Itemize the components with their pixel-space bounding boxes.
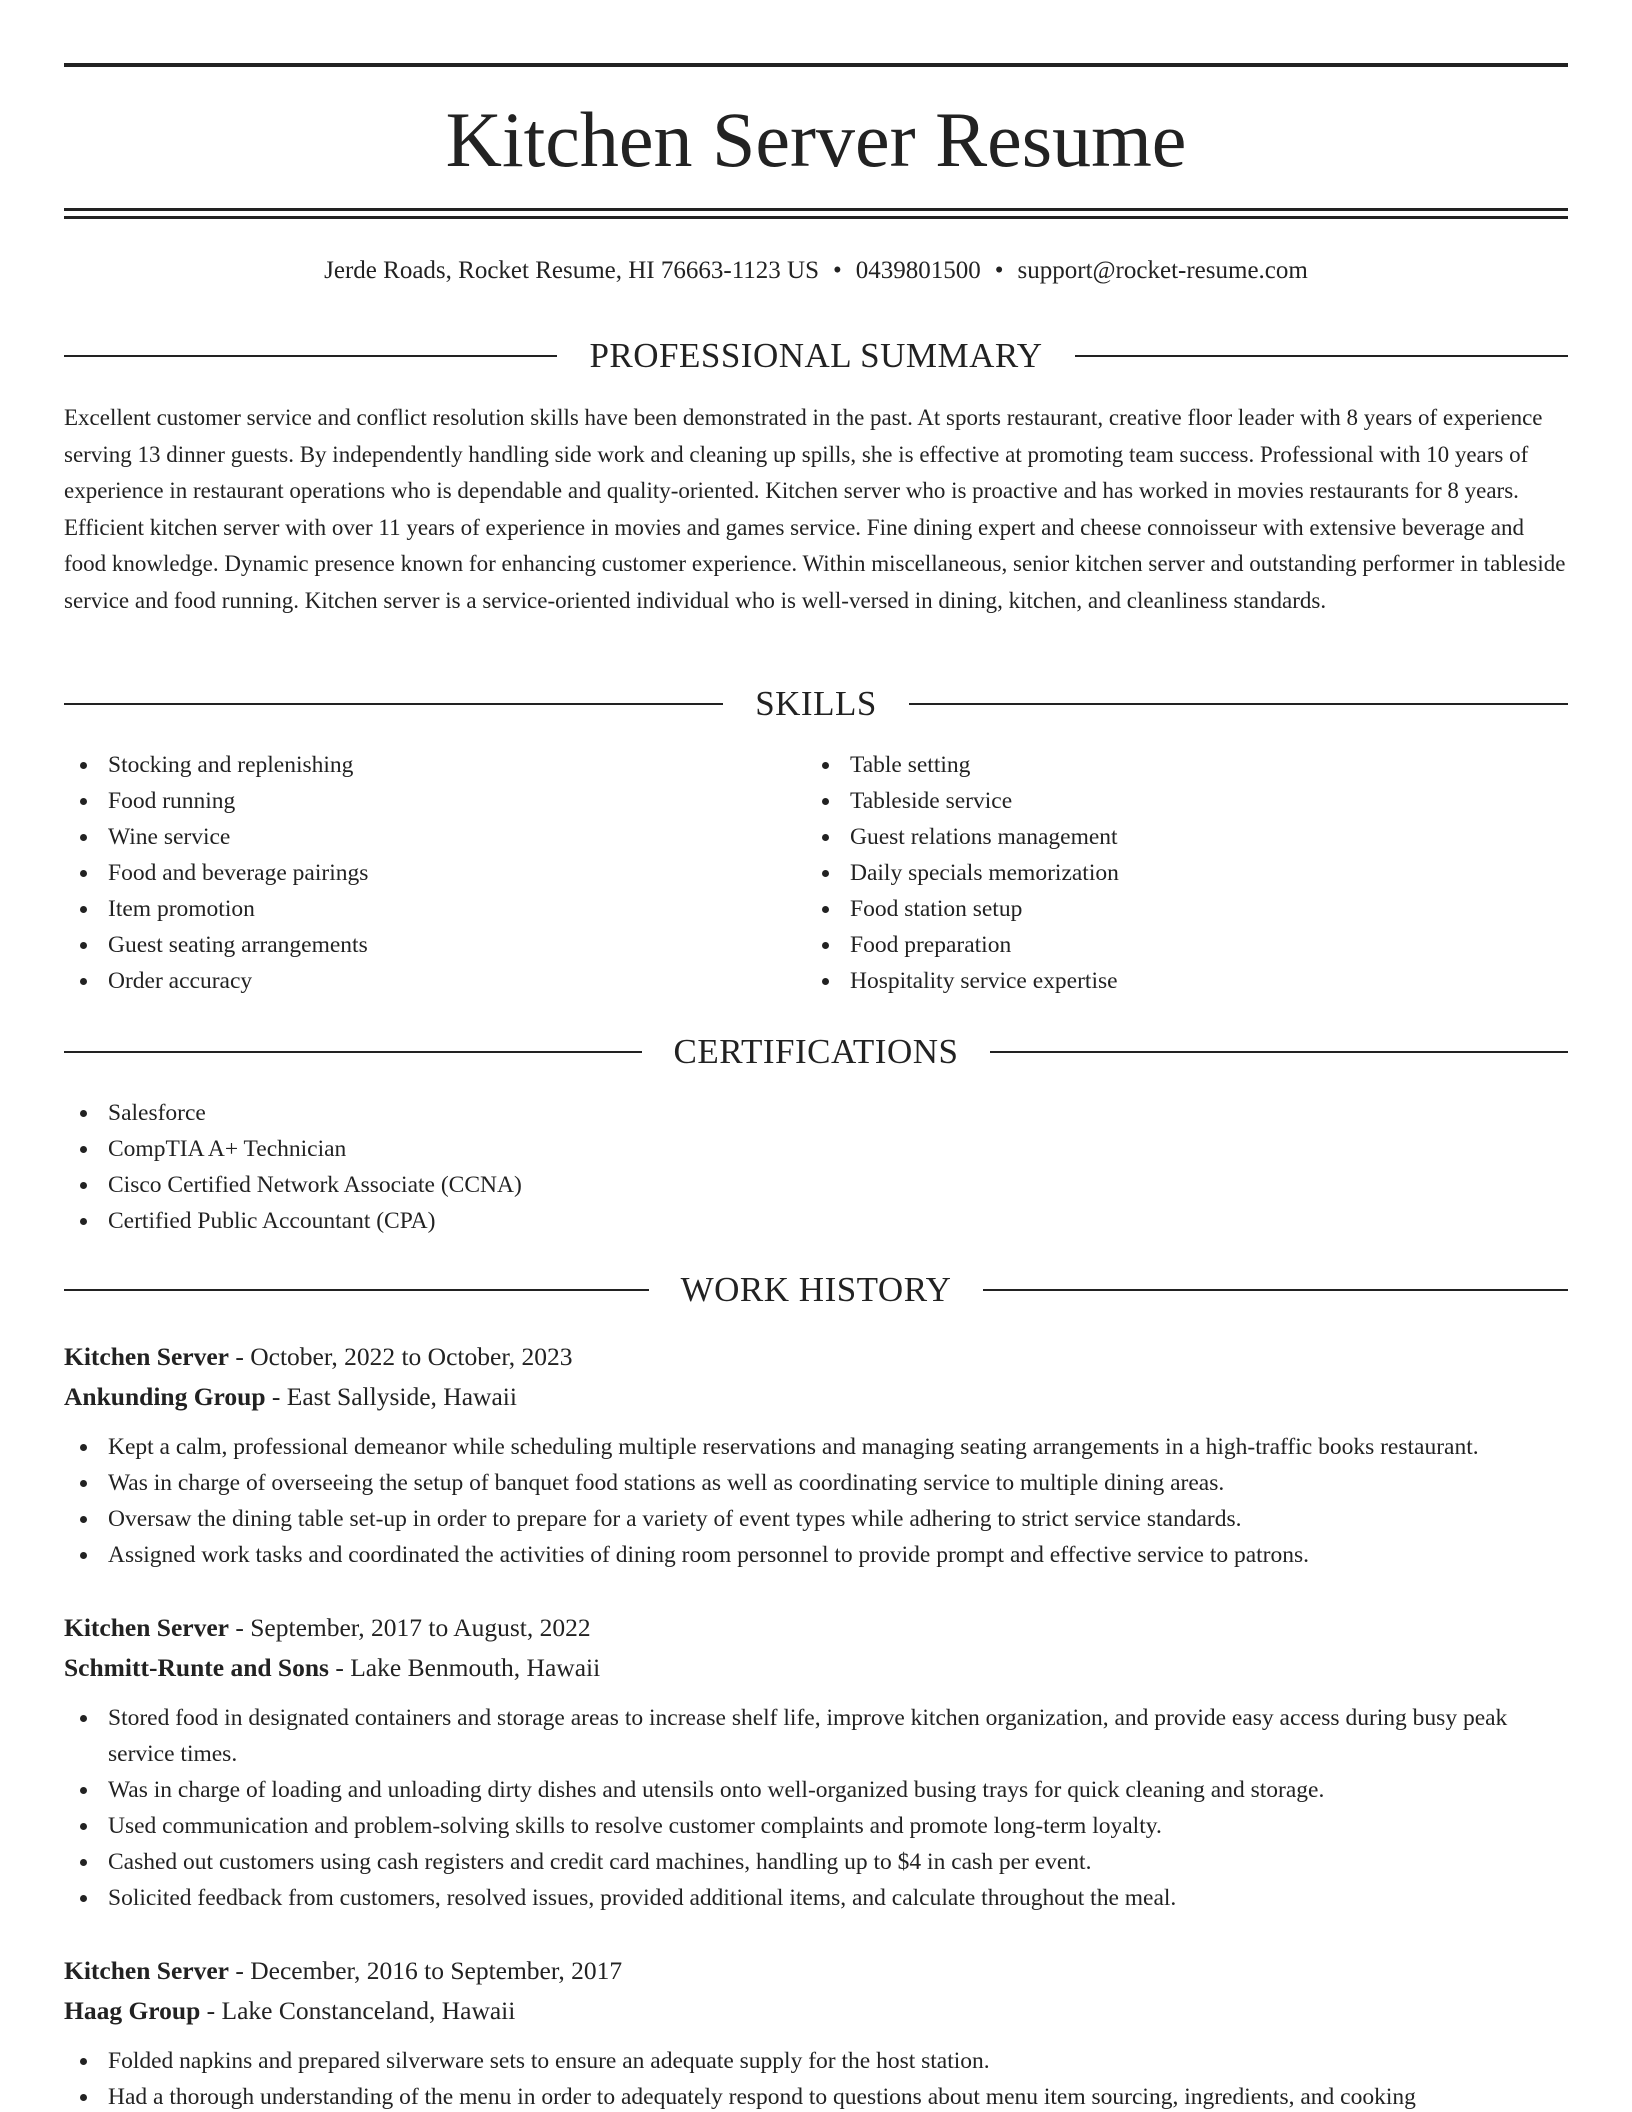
- contact-email: support@rocket-resume.com: [1017, 257, 1308, 284]
- list-item: Hospitality service expertise: [806, 963, 1566, 999]
- section-heading-work-history: [64, 1267, 1568, 1313]
- contact-line: [64, 254, 1568, 288]
- skills-list-right: [806, 747, 1566, 999]
- job-role: Kitchen Server: [64, 1342, 229, 1371]
- contact-phone: 0439801500: [855, 257, 981, 284]
- section-rule: [909, 703, 1568, 705]
- job-company-line: [64, 1648, 1568, 1688]
- page-title: Kitchen Server Resume: [445, 96, 1187, 183]
- list-item: Food preparation: [806, 927, 1566, 963]
- job-bullets: [64, 2043, 1568, 2112]
- job-entry: [64, 1951, 1568, 2112]
- job-role: Kitchen Server: [64, 1956, 229, 1985]
- section-title: CERTIFICATIONS: [673, 1032, 959, 1071]
- section-rule: [64, 703, 723, 705]
- section-rule: [990, 1051, 1568, 1053]
- contact-address: Jerde Roads, Rocket Resume, HI 76663-1123 US: [324, 257, 819, 284]
- job-location: - Lake Benmouth, Hawaii: [328, 1653, 601, 1682]
- job-title-line: [64, 1608, 1568, 1648]
- list-item: Certified Public Accountant (CPA): [64, 1203, 1064, 1239]
- job-bullet: Stored food in designated containers and storage areas to increase shelf life, improve kitchen organization, and provide easy access during busy peak service times.: [64, 1700, 1568, 1772]
- section-title: SKILLS: [755, 684, 877, 723]
- header-bottom-rule-2: [64, 216, 1568, 219]
- job-bullet: Was in charge of loading and unloading dirty dishes and utensils onto well-organized busing trays for quick cleaning and storage.: [64, 1772, 1568, 1808]
- job-title-line: [64, 1951, 1568, 1991]
- section-title: WORK HISTORY: [680, 1270, 952, 1309]
- job-bullet: Folded napkins and prepared silverware sets to ensure an adequate supply for the host station.: [64, 2043, 1568, 2079]
- list-item: Food running: [64, 783, 764, 819]
- job-title-line: [64, 1337, 1568, 1377]
- section-rule: [983, 1289, 1568, 1291]
- summary-text: Excellent customer service and conflict resolution skills have been demonstrated in the past. At sports restaurant, creative floor leader with 8 years of experience serving 13 dinner guests. By independently handling side work and cleaning up spills, she is effective at promoting team success. Professional with 10 years of experience in restaurant operations who is dependable and quality-oriented. Kitchen server who is proactive and has worked in movies restaurants for 8 years. Efficient kitchen server with over 11 years of experience in movies and games service. Fine dining expert and cheese connoisseur with extensive beverage and food knowledge. Dynamic presence known for enhancing customer experience. Within miscellaneous, senior kitchen server and outstanding performer in tableside service and food running. Kitchen server is a service-oriented individual who is well-versed in dining, kitchen, and cleanliness standards.: [64, 405, 1566, 613]
- section-heading-summary: [64, 333, 1568, 379]
- list-item: Guest relations management: [806, 819, 1566, 855]
- section-title: PROFESSIONAL SUMMARY: [589, 336, 1043, 375]
- list-item: Order accuracy: [64, 963, 764, 999]
- job-bullet: Cashed out customers using cash registers and credit card machines, handling up to $4 in cash per event.: [64, 1844, 1568, 1880]
- list-item: Stocking and replenishing: [64, 747, 764, 783]
- job-dates: - October, 2022 to October, 2023: [229, 1342, 573, 1371]
- contact-separator: •: [833, 257, 842, 284]
- job-bullet: Had a thorough understanding of the menu in order to adequately respond to questions about menu item sourcing, ingredients, and cooking: [64, 2079, 1568, 2112]
- job-bullet: Kept a calm, professional demeanor while scheduling multiple reservations and managing seating arrangements in a high-traffic books restaurant.: [64, 1429, 1568, 1465]
- list-item: Salesforce: [64, 1095, 1064, 1131]
- section-rule: [64, 1051, 642, 1053]
- job-bullets: [64, 1700, 1568, 1916]
- job-bullet: Used communication and problem-solving skills to resolve customer complaints and promote long-term loyalty.: [64, 1808, 1568, 1844]
- job-role: Kitchen Server: [64, 1613, 229, 1642]
- list-item: Daily specials memorization: [806, 855, 1566, 891]
- list-item: Tableside service: [806, 783, 1566, 819]
- job-bullet: Solicited feedback from customers, resolved issues, provided additional items, and calculate throughout the meal.: [64, 1880, 1568, 1916]
- list-item: Table setting: [806, 747, 1566, 783]
- job-company: Ankunding Group: [64, 1382, 266, 1411]
- job-company: Haag Group: [64, 1996, 201, 2025]
- list-item: Food and beverage pairings: [64, 855, 764, 891]
- job-company-line: [64, 1991, 1568, 2031]
- list-item: Item promotion: [64, 891, 764, 927]
- job-bullet: Was in charge of overseeing the setup of banquet food stations as well as coordinating service to multiple dining areas.: [64, 1465, 1568, 1501]
- section-rule: [1075, 355, 1568, 357]
- certifications-list: [64, 1095, 1064, 1239]
- job-entry: [64, 1337, 1568, 1573]
- list-item: Guest seating arrangements: [64, 927, 764, 963]
- list-item: Wine service: [64, 819, 764, 855]
- section-heading-certifications: [64, 1029, 1568, 1075]
- job-location: - East Sallyside, Hawaii: [265, 1382, 517, 1411]
- job-dates: - December, 2016 to September, 2017: [229, 1956, 623, 1985]
- job-company-line: [64, 1377, 1568, 1417]
- section-rule: [64, 1289, 649, 1291]
- list-item: CompTIA A+ Technician: [64, 1131, 1064, 1167]
- job-company: Schmitt-Runte and Sons: [64, 1653, 329, 1682]
- job-bullets: [64, 1429, 1568, 1573]
- job-dates: - September, 2017 to August, 2022: [229, 1613, 591, 1642]
- list-item: Cisco Certified Network Associate (CCNA): [64, 1167, 1064, 1203]
- header-bottom-rule: [64, 208, 1568, 211]
- contact-separator: •: [994, 257, 1004, 284]
- list-item: Food station setup: [806, 891, 1566, 927]
- job-entry: [64, 1608, 1568, 1916]
- section-heading-skills: [64, 681, 1568, 727]
- job-location: - Lake Constanceland, Hawaii: [200, 1996, 516, 2025]
- job-bullet: Oversaw the dining table set-up in order to prepare for a variety of event types while adhering to strict service standards.: [64, 1501, 1568, 1537]
- skills-list-left: [64, 747, 764, 999]
- section-rule: [64, 355, 557, 357]
- job-bullet: Assigned work tasks and coordinated the activities of dining room personnel to provide prompt and effective service to patrons.: [64, 1537, 1568, 1573]
- header-top-rule: [64, 63, 1568, 67]
